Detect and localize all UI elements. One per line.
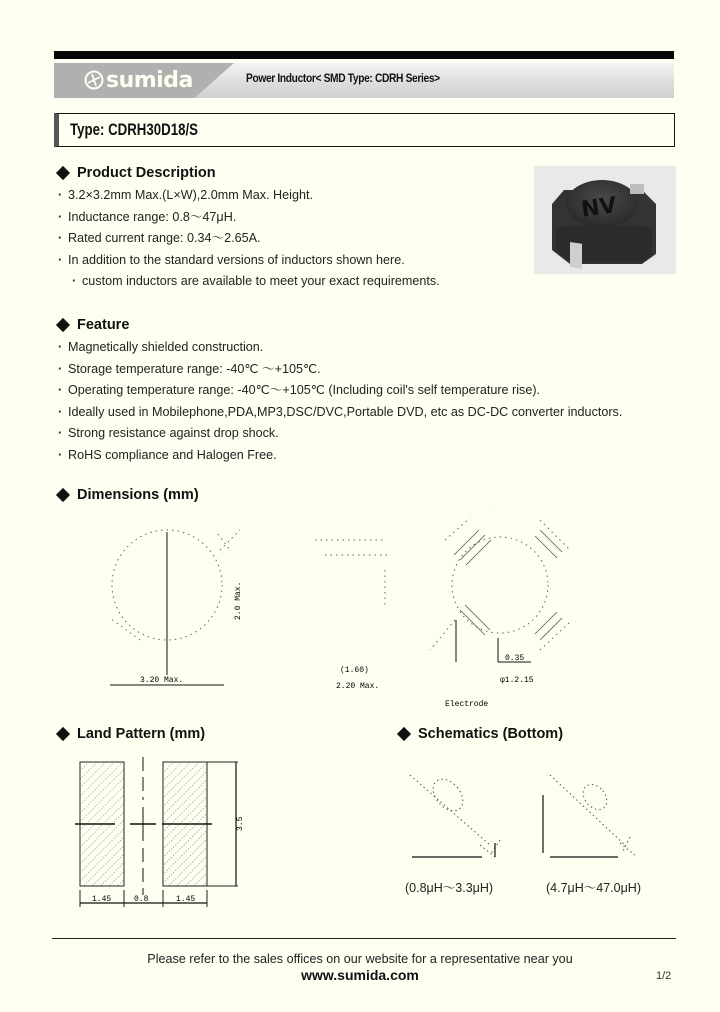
land-label-height: 3.5: [236, 816, 245, 831]
svg-text:NV: NV: [579, 193, 619, 223]
sumida-logo: [84, 65, 193, 95]
diamond-bullet-icon: [397, 727, 411, 741]
dim-label-side-a: (1.60): [340, 666, 369, 675]
schematics-heading: [397, 726, 563, 742]
feature-heading: [56, 317, 129, 333]
list-item: · In addition to the standard versions of inductors shown here.: [58, 250, 440, 272]
land-pattern-heading: [56, 726, 205, 742]
schematic-caption-2: (4.7μH～47.0μH): [546, 881, 641, 895]
feature-list: [58, 337, 622, 467]
page-number: 1/2: [656, 970, 672, 982]
list-item: · Storage temperature range: -40℃ ～+105℃.: [58, 359, 622, 381]
dim-label-electrode: Electrode: [445, 700, 489, 709]
header-title: Power Inductor< SMD Type: CDRH Series>: [246, 71, 440, 85]
diamond-bullet-icon: [56, 727, 70, 741]
dim-label-height: 2.0 Max.: [234, 581, 243, 620]
dim-label-pad: 0.35: [505, 654, 525, 663]
product-photo: [534, 166, 676, 274]
list-item: · 3.2×3.2mm Max.(L×W),2.0mm Max. Height.: [58, 185, 440, 207]
diamond-bullet-icon: [56, 488, 70, 502]
schematics-drawing: [400, 765, 650, 865]
list-item: · Operating temperature range: -40℃～+105℃ (Including coil's self temperature rise).: [58, 380, 622, 402]
website-link[interactable]: www.sumida.com: [301, 967, 419, 983]
footer-note: Please refer to the sales offices on our website for a representative near you: [147, 952, 573, 966]
land-label-left: 1.45: [92, 895, 112, 904]
header-black-strip: [54, 51, 674, 59]
section-title: Land Pattern (mm): [77, 726, 206, 742]
list-item: · Ideally used in Mobilephone,PDA,MP3,DSC/DVC,Portable DVD, etc as DC-DC converter inductors.: [58, 402, 622, 424]
land-pattern-drawing: [70, 755, 250, 915]
dim-label-diameter: φ1.2.15: [500, 676, 534, 685]
dimensions-heading: [56, 487, 199, 503]
product-description-heading: [56, 165, 216, 181]
product-description-list: [58, 185, 440, 293]
sumida-logo-icon: [84, 70, 104, 90]
type-label: Type: CDRH30D18/S: [70, 120, 198, 139]
dimensions-drawing: [100, 510, 640, 710]
brand-name: sumida: [106, 67, 193, 93]
list-item: · Magnetically shielded construction.: [58, 337, 622, 359]
section-title: Feature: [77, 317, 130, 333]
section-title: Schematics (Bottom): [418, 726, 564, 742]
dim-label-top-width: 3.20 Max.: [140, 676, 184, 685]
section-title: Product Description: [77, 165, 216, 181]
land-label-right: 1.45: [176, 895, 196, 904]
list-item: · Inductance range: 0.8～47μH.: [58, 207, 440, 229]
list-item: · Rated current range: 0.34～2.65A.: [58, 228, 440, 250]
list-item: · Strong resistance against drop shock.: [58, 423, 622, 445]
footer-divider: [52, 938, 676, 939]
land-label-gap: 0.8: [134, 895, 149, 904]
section-title: Dimensions (mm): [77, 487, 199, 503]
list-item-continuation: · custom inductors are available to meet your exact requirements.: [58, 271, 440, 293]
diamond-bullet-icon: [56, 318, 70, 332]
list-item: · RoHS compliance and Halogen Free.: [58, 445, 622, 467]
schematic-caption-1: (0.8μH～3.3μH): [405, 881, 494, 895]
dim-label-side-b: 2.20 Max.: [336, 682, 380, 691]
diamond-bullet-icon: [56, 166, 70, 180]
